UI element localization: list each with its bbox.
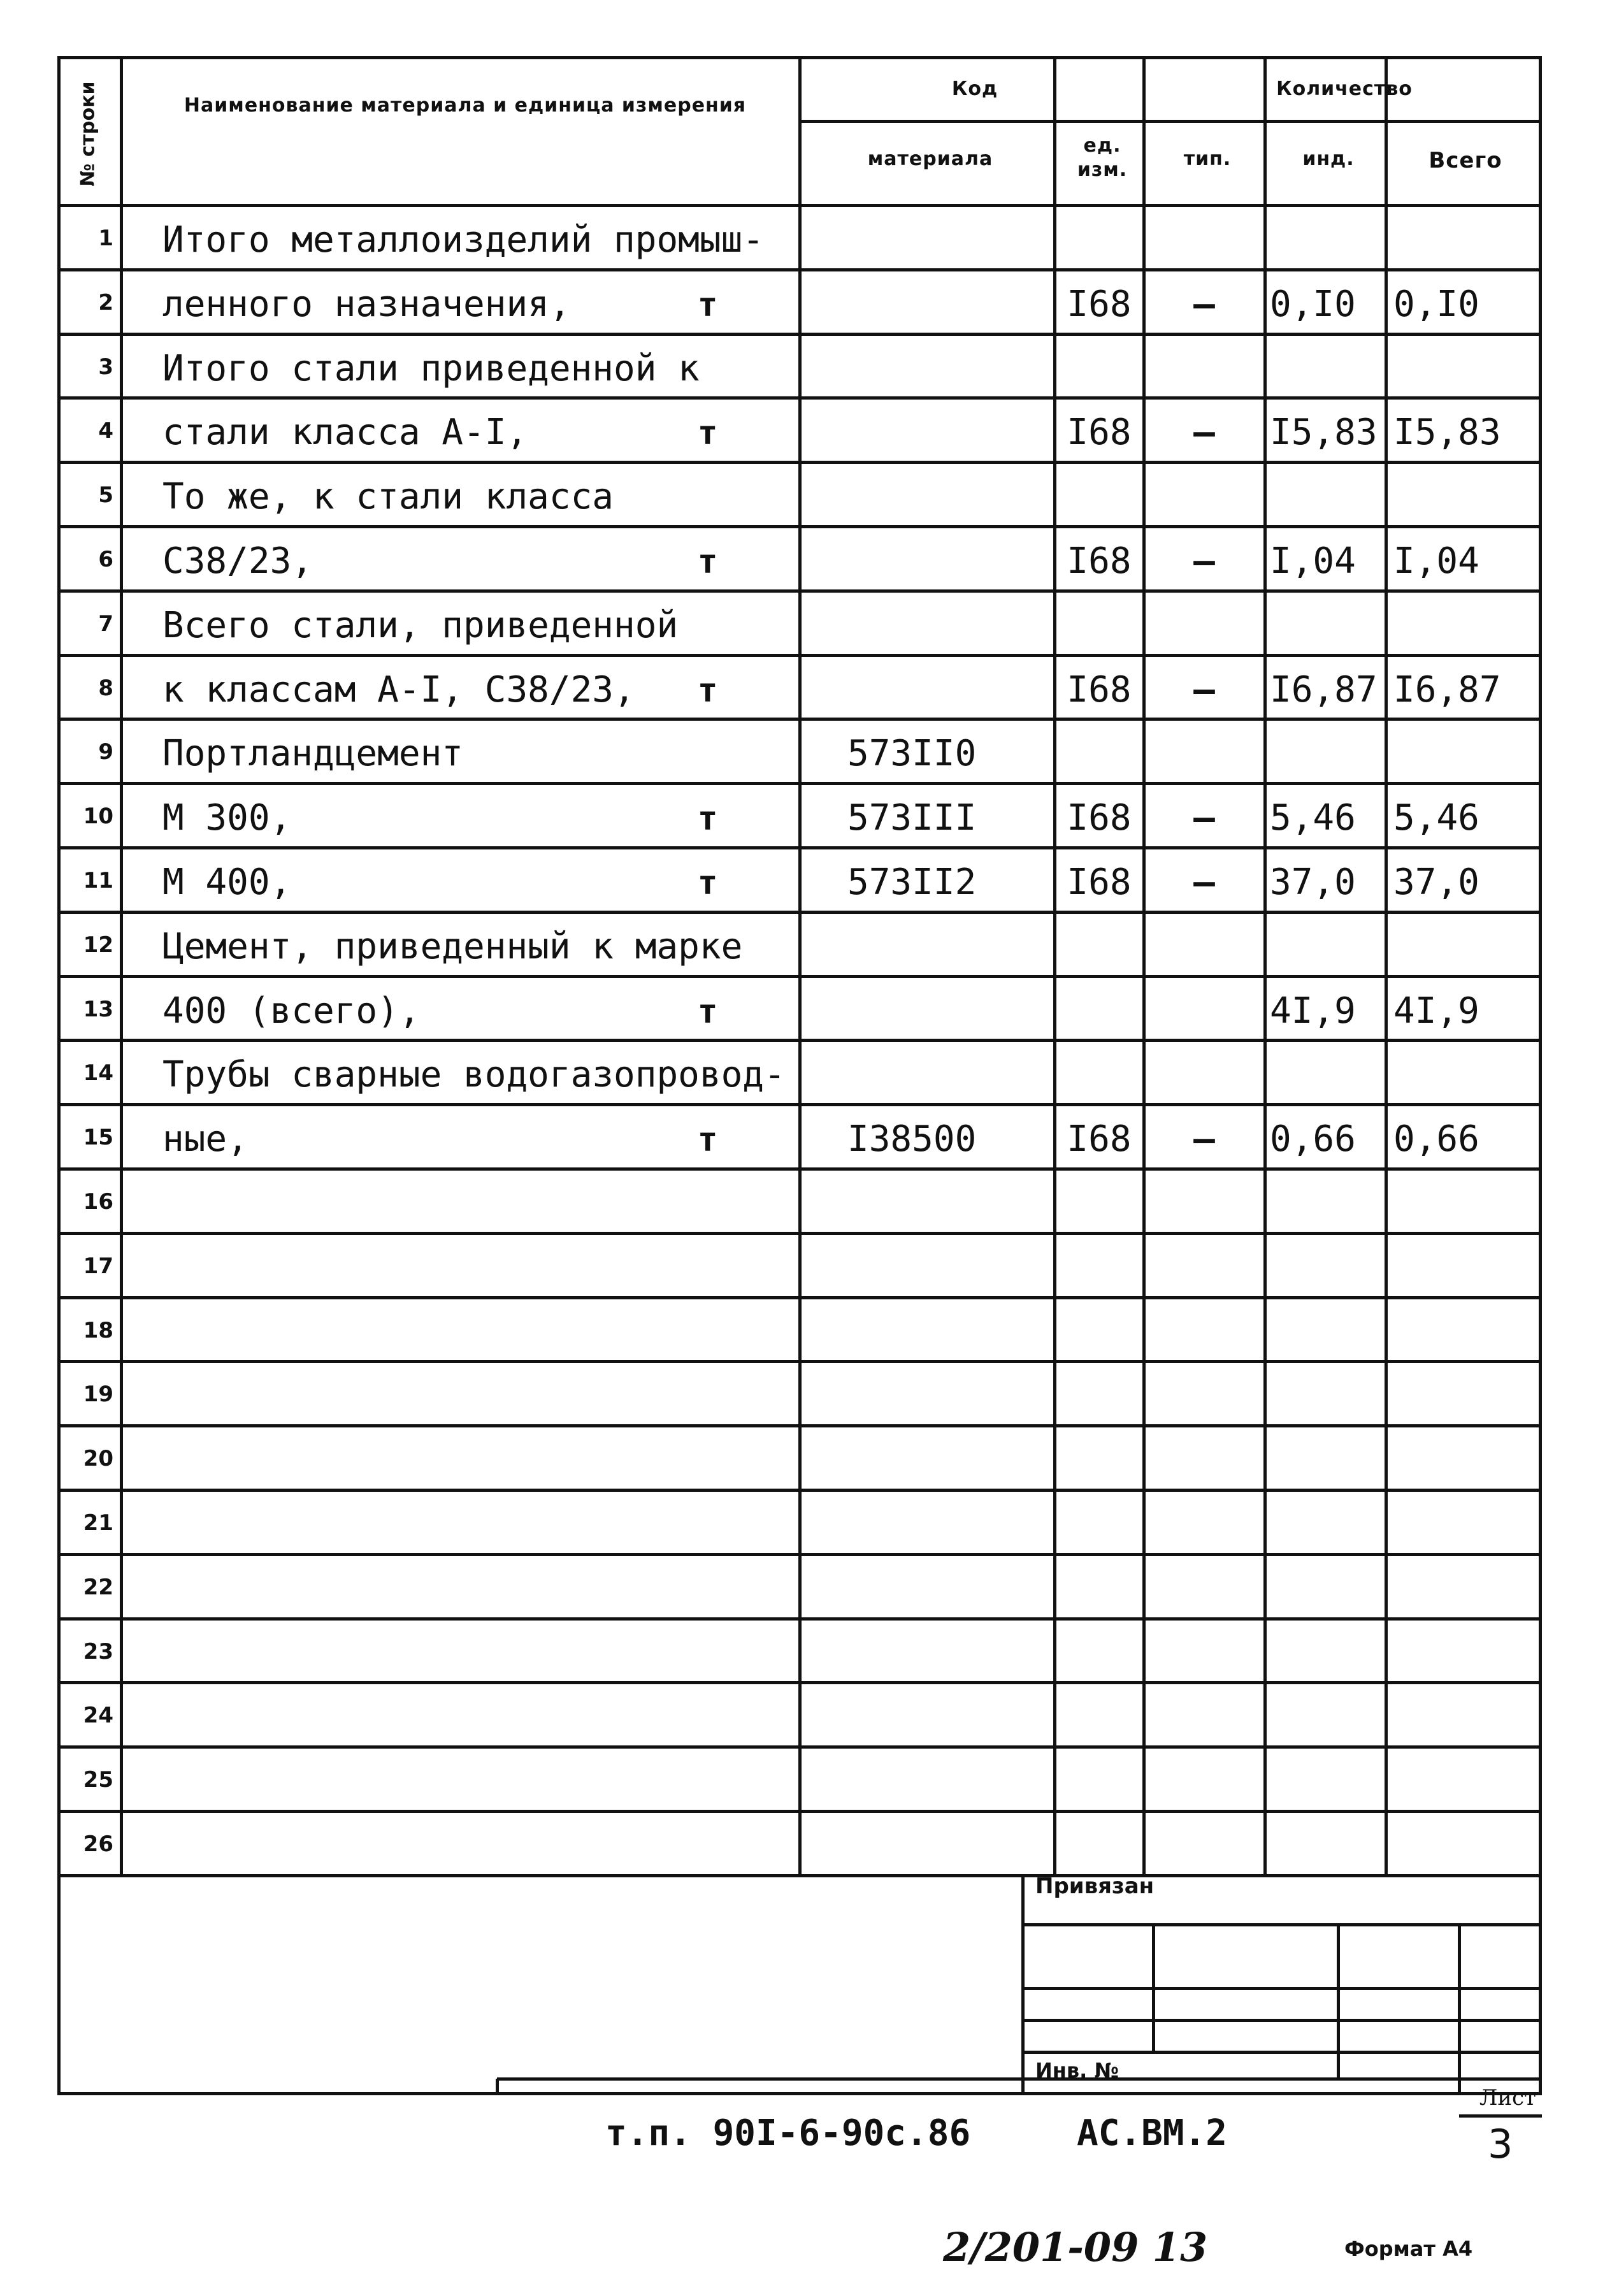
- cell-ind: 4I,9: [1270, 990, 1356, 1032]
- row-number: 20: [83, 1446, 113, 1471]
- code-material-header: материала: [867, 148, 993, 170]
- column-divider: [1385, 56, 1388, 1875]
- header-bottom-line: [57, 204, 1542, 207]
- row-line: [57, 782, 1542, 785]
- column-divider: [798, 56, 802, 1875]
- column-divider: [1142, 56, 1146, 1875]
- cell-total: 4I,9: [1393, 990, 1479, 1032]
- row-number: 8: [98, 675, 113, 701]
- cell-ind: 0,I0: [1270, 284, 1356, 325]
- cell-ind: 5,46: [1270, 797, 1356, 839]
- code-group-header: Код: [951, 78, 998, 100]
- qty-ind-header: инд.: [1302, 148, 1355, 170]
- row-number: 16: [83, 1189, 113, 1215]
- row-number: 23: [83, 1639, 113, 1664]
- unit-t-label: т: [698, 414, 718, 452]
- row-line: [57, 1039, 1542, 1042]
- cell-name: 400 (всего),: [162, 990, 421, 1032]
- cell-name: М 300,: [162, 797, 292, 839]
- cell-unit: I68: [1067, 797, 1132, 839]
- cell-code: 573III: [847, 797, 977, 839]
- row-line: [57, 589, 1542, 593]
- row-number: 18: [83, 1318, 113, 1343]
- row-number: 26: [83, 1831, 113, 1857]
- row-number: 1: [98, 226, 113, 251]
- cell-name: Итого стали приведенной к: [162, 348, 700, 389]
- row-line: [57, 654, 1542, 657]
- cell-code: 573II0: [847, 733, 977, 774]
- cell-typ: –: [1193, 284, 1215, 325]
- stamp-divider: [1337, 1924, 1340, 2079]
- row-line: [57, 1874, 1542, 1877]
- row-line: [57, 396, 1542, 400]
- row-line: [57, 1167, 1542, 1171]
- stamp-line: [1459, 2114, 1542, 2118]
- cell-code: 573II2: [847, 862, 977, 903]
- quantity-group-header: Количество: [1276, 78, 1413, 100]
- cell-name: Портландцемент: [162, 733, 464, 774]
- cell-total: 37,0: [1393, 862, 1479, 903]
- row-line: [57, 1232, 1542, 1235]
- cell-name: С38/23,: [162, 540, 313, 582]
- row-line: [57, 268, 1542, 271]
- cell-ind: I6,87: [1270, 669, 1378, 711]
- cell-typ: –: [1193, 540, 1215, 582]
- column-divider: [1053, 56, 1056, 1875]
- row-line: [57, 975, 1542, 978]
- stamp-divider: [496, 2079, 499, 2095]
- row-number: 3: [98, 354, 113, 380]
- row-number: 19: [83, 1382, 113, 1407]
- cell-unit: I68: [1067, 540, 1132, 582]
- cell-unit: I68: [1067, 862, 1132, 903]
- row-number: 25: [83, 1767, 113, 1793]
- stamp-divider: [1152, 1924, 1155, 2052]
- stamp-divider: [1458, 1924, 1461, 2095]
- row-line: [57, 1745, 1542, 1749]
- stamp-line: [1023, 1987, 1542, 1990]
- unit-t-label: т: [698, 286, 718, 324]
- row-number: 2: [98, 290, 113, 315]
- cell-typ: –: [1193, 1118, 1215, 1160]
- cell-unit: I68: [1067, 284, 1132, 325]
- column-divider: [120, 56, 123, 1875]
- qty-typ-header: тип.: [1183, 148, 1232, 170]
- row-number: 24: [83, 1703, 113, 1728]
- cell-unit: I68: [1067, 669, 1132, 711]
- cell-ind: I,04: [1270, 540, 1356, 582]
- cell-typ: –: [1193, 412, 1215, 453]
- row-number: 17: [83, 1253, 113, 1279]
- row-number: 6: [98, 547, 113, 572]
- row-number: 11: [83, 868, 113, 893]
- cell-name: к классам А-I, С38/23,: [162, 669, 635, 711]
- inv-no-label: Инв. №: [1035, 2058, 1119, 2083]
- unit-t-label: т: [698, 864, 718, 902]
- row-line: [57, 1103, 1542, 1106]
- row-number-header: № строки: [76, 81, 99, 187]
- row-line: [57, 911, 1542, 914]
- row-line: [57, 1296, 1542, 1299]
- row-number: 4: [98, 418, 113, 444]
- row-line: [57, 1810, 1542, 1813]
- cell-name: То же, к стали класса: [162, 476, 614, 517]
- doc-code: т.п. 90I-6-90с.86: [605, 2112, 971, 2154]
- cell-ind: 37,0: [1270, 862, 1356, 903]
- cell-typ: –: [1193, 797, 1215, 839]
- list-number: 3: [1488, 2121, 1513, 2167]
- stamp-line: [497, 2077, 1542, 2081]
- column-divider: [1263, 56, 1267, 1875]
- row-number: 21: [83, 1510, 113, 1536]
- cell-unit: I68: [1067, 1118, 1132, 1160]
- format-label: Формат А4: [1344, 2237, 1473, 2261]
- unit-t-label: т: [698, 1121, 718, 1159]
- stamp-line: [1023, 2019, 1542, 2022]
- row-number: 10: [83, 804, 113, 829]
- row-number: 7: [98, 611, 113, 637]
- row-line: [57, 1553, 1542, 1556]
- row-line: [57, 333, 1542, 336]
- row-number: 22: [83, 1575, 113, 1600]
- row-number: 9: [98, 739, 113, 765]
- stamp-line: [1023, 2051, 1542, 2054]
- row-line: [57, 461, 1542, 464]
- cell-total: I6,87: [1393, 669, 1501, 711]
- row-number: 12: [83, 932, 113, 958]
- stamp-divider: [1021, 1875, 1025, 2095]
- cell-ind: 0,66: [1270, 1118, 1356, 1160]
- handwritten-number: 2/201-09 13: [943, 2224, 1208, 2271]
- cell-code: I38500: [847, 1118, 977, 1160]
- cell-total: 0,66: [1393, 1118, 1479, 1160]
- cell-total: I5,83: [1393, 412, 1501, 453]
- cell-total: I,04: [1393, 540, 1479, 582]
- row-line: [57, 1489, 1542, 1492]
- row-number: 14: [83, 1060, 113, 1086]
- cell-typ: –: [1193, 862, 1215, 903]
- privyazan-label: Привязан: [1035, 1874, 1155, 1899]
- name-column-header: Наименование материала и единица измерения: [183, 94, 747, 117]
- cell-name: Итого металлоизделий промыш-: [162, 219, 765, 261]
- qty-total-header: Всего: [1428, 148, 1502, 173]
- code-unit-header: ед. изм.: [1077, 134, 1128, 181]
- stamp-line: [1023, 1923, 1542, 1926]
- unit-t-label: т: [698, 672, 718, 710]
- row-line: [57, 1681, 1542, 1684]
- cell-name: М 400,: [162, 862, 292, 903]
- cell-name: Трубы сварные водогазопровод-: [162, 1054, 786, 1095]
- row-line: [57, 1617, 1542, 1621]
- cell-name: Всего стали, приведенной: [162, 605, 679, 646]
- cell-ind: I5,83: [1270, 412, 1378, 453]
- cell-name: Цемент, приведенный к марке: [162, 926, 743, 967]
- row-number: 15: [83, 1125, 113, 1150]
- list-label: Лист: [1479, 2085, 1536, 2111]
- header-divider: [800, 120, 1542, 123]
- cell-name: стали класса А-I,: [162, 412, 528, 453]
- cell-name: ленного назначения,: [162, 284, 571, 325]
- row-line: [57, 525, 1542, 528]
- unit-t-label: т: [698, 543, 718, 581]
- sheet-code: АС.ВМ.2: [1077, 2112, 1228, 2154]
- unit-t-label: т: [698, 993, 718, 1031]
- row-number: 5: [98, 482, 113, 508]
- row-number: 13: [83, 997, 113, 1022]
- row-line: [57, 846, 1542, 849]
- row-line: [57, 1360, 1542, 1363]
- cell-name: ные,: [162, 1118, 248, 1160]
- row-line: [57, 718, 1542, 721]
- cell-unit: I68: [1067, 412, 1132, 453]
- unit-t-label: т: [698, 800, 718, 838]
- cell-total: 0,I0: [1393, 284, 1479, 325]
- cell-total: 5,46: [1393, 797, 1479, 839]
- cell-typ: –: [1193, 669, 1215, 711]
- row-line: [57, 1424, 1542, 1427]
